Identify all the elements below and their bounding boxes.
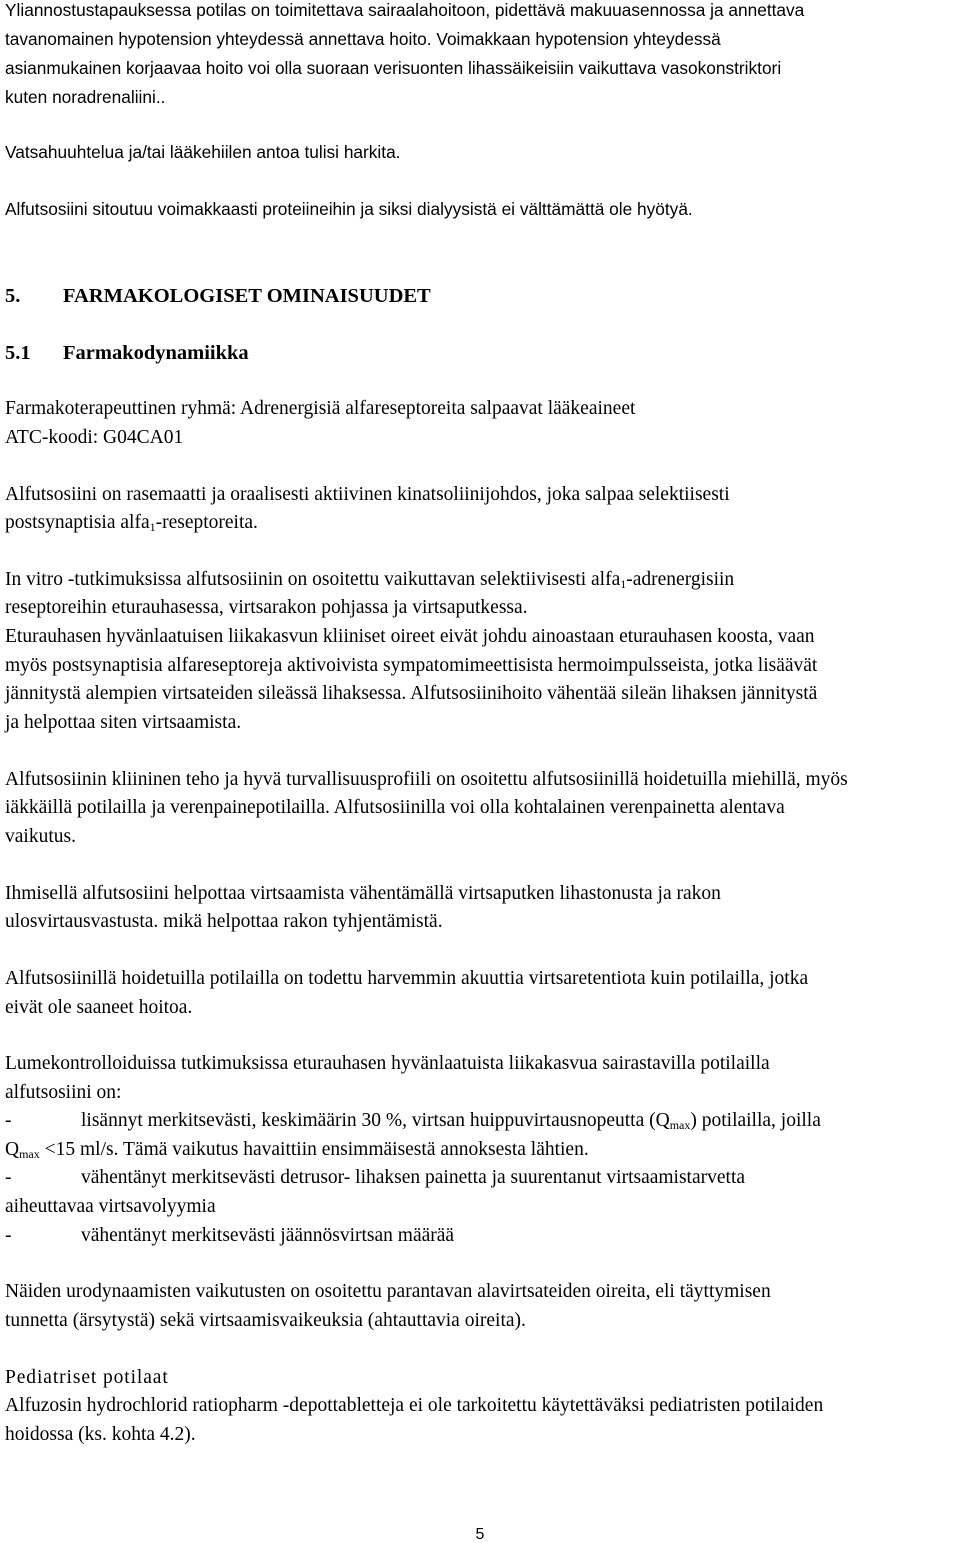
bph-paragraph-line-1: Eturauhasen hyvänlaatuisen liikakasvun kliiniset oireet eivät johdu ainoastaan eturauhasen koosta, vaan bbox=[5, 626, 815, 647]
overdose-paragraph-line-3: asianmukainen korjaavaa hoito voi olla suoraan verisuonten lihassäikeisiin vaikuttava vasokonstriktori bbox=[5, 58, 782, 78]
human-effect-line-2: ulosvirtausvastusta. mikä helpottaa rakon tyhjentämistä. bbox=[5, 911, 443, 932]
pharmacotherapeutic-group: Farmakoterapeuttinen ryhmä: Adrenergisiä alfareseptoreita salpaavat lääkeaineet bbox=[5, 398, 636, 419]
urodynamic-line-1: Näiden urodynaamisten vaikutusten on osoitettu parantavan alavirtsateiden oireita, eli täyttymisen bbox=[5, 1281, 771, 1302]
bullet-item-3: - vähentänyt merkitsevästi jäännösvirtsan määrää bbox=[5, 1225, 455, 1246]
human-effect-line-1: Ihmisellä alfutsosiini helpottaa virtsaamista vähentämällä virtsaputken lihastonusta ja rakon bbox=[5, 883, 721, 904]
overdose-paragraph-line-2: tavanomainen hypotension yhteydessä annettava hoito. Voimakkaan hypotension yhteydessä bbox=[5, 29, 721, 49]
in-vitro-line-1: In vitro -tutkimuksissa alfutsosiinin on osoitettu vaikuttavan selektiivisesti alfa$_1$-adrenergisiin bbox=[5, 569, 735, 591]
gastric-lavage-text: Vatsahuuhtelua ja/tai lääkehiilen antoa tulisi harkita. bbox=[5, 142, 401, 162]
pediatric-heading: Pediatriset potilaat bbox=[5, 1367, 169, 1388]
retention-line-1: Alfutsosiinillä hoidetuilla potilailla on todettu harvemmin akuuttia virtsaretentiota kuin potilailla, jotka bbox=[5, 968, 809, 989]
section-5-number: 5. bbox=[5, 285, 21, 307]
bullet-item-2-line-1: - vähentänyt merkitsevästi detrusor- lihaksen painetta ja suurentanut virtsaamistarvetta bbox=[5, 1167, 746, 1188]
overdose-paragraph-line-1: Yliannostustapauksessa potilas on toimitettava sairaalahoitoon, pidettävä makuuasennossa ja annettava bbox=[5, 0, 805, 20]
placebo-studies-line-1: Lumekontrolloiduissa tutkimuksissa eturauhasen hyvänlaatuista liikakasvua sairastavilla potilailla bbox=[5, 1053, 770, 1074]
section-5-1-heading bbox=[5, 343, 249, 364]
section-5-heading bbox=[5, 286, 431, 307]
pediatric-line-2: hoidossa (ks. kohta 4.2). bbox=[5, 1424, 196, 1445]
atc-code: ATC-koodi: G04CA01 bbox=[5, 427, 184, 448]
overdose-paragraph-line-4: kuten noradrenaliini.. bbox=[5, 87, 166, 107]
bullet-dash: - bbox=[5, 1167, 12, 1188]
dialysis-text: Alfutsosiini sitoutuu voimakkaasti proteiineihin ja siksi dialyysistä ei välttämättä ole hyötyä. bbox=[5, 199, 693, 219]
retention-line-2: eivät ole saaneet hoitoa. bbox=[5, 997, 193, 1018]
bullet-dash: - bbox=[5, 1225, 12, 1246]
section-5-1-number: 5.1 bbox=[5, 342, 31, 364]
in-vitro-line-2: reseptoreihin eturauhasessa, virtsarakon pohjassa ja virtsaputkessa. bbox=[5, 597, 528, 618]
section-5-1-title: Farmakodynamiikka bbox=[63, 342, 249, 364]
pediatric-line-1: Alfuzosin hydrochlorid ratiopharm -depottabletteja ei ole tarkoitettu käytettäväksi pediatristen potilaiden bbox=[5, 1395, 824, 1416]
placebo-studies-line-2: alfutsosiini on: bbox=[5, 1082, 122, 1103]
clinical-efficacy-line-2: iäkkäillä potilailla ja verenpainepotilailla. Alfutsosiinilla voi olla kohtalainen verenpainetta alentava bbox=[5, 797, 785, 818]
bullet-item-2-line-2: aiheuttavaa virtsavolyymia bbox=[5, 1196, 216, 1217]
bullet-item-1-line-2: $Q_{max} <15$ ml/s. Tämä vaikutus havaittiin ensimmäisestä annoksesta lähtien. bbox=[5, 1139, 589, 1161]
clinical-efficacy-line-3: vaikutus. bbox=[5, 826, 76, 847]
bullet-item-1-line-1: - lisännyt merkitsevästi, keskimäärin 30 %, virtsan huippuvirtausnopeutta $(Q_{max})$ potilailla, joilla bbox=[5, 1110, 821, 1132]
urodynamic-line-2: tunnetta (ärsytystä) sekä virtsaamisvaikeuksia (ahtauttavia oireita). bbox=[5, 1310, 526, 1331]
bph-paragraph-line-2: myös postsynaptisia alfareseptoreja aktivoivista sympatomimeettisista hermoimpulsseista, jotka lisäävät bbox=[5, 655, 818, 676]
bullet-dash: - bbox=[5, 1110, 12, 1131]
bph-paragraph-line-3: jännitystä alempien virtsateiden sileässä lihaksessa. Alfutsosiinihoito vähentää sileän lihaksen jännitystä bbox=[5, 683, 818, 704]
page-number: 5 bbox=[475, 1526, 485, 1543]
racemate-line-2: postsynaptisia alfa$_1$-reseptoreita. bbox=[5, 512, 258, 534]
racemate-line-1: Alfutsosiini on rasemaatti ja oraalisesti aktiivinen kinatsoliinijohdos, joka salpaa selektiisesti bbox=[5, 484, 730, 505]
clinical-efficacy-line-1: Alfutsosiinin kliininen teho ja hyvä turvallisuusprofiili on osoitettu alfutsosiinillä hoidetuilla miehillä, myös bbox=[5, 769, 848, 790]
bph-paragraph-line-4: ja helpottaa siten virtsaamista. bbox=[5, 712, 242, 733]
section-5-title: FARMAKOLOGISET OMINAISUUDET bbox=[63, 285, 431, 307]
